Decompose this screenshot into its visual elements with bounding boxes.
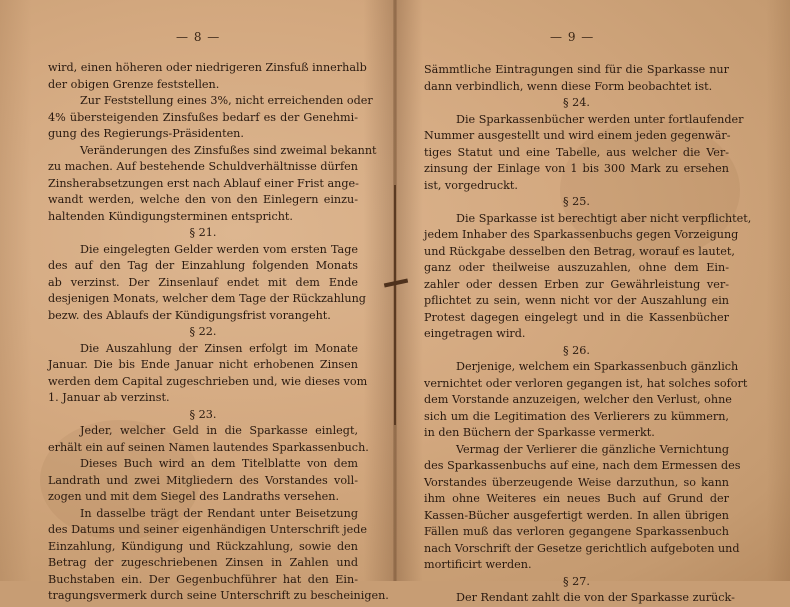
text-line: Einzahlung, Kündigung und Rückzahlung, sowie den: [48, 539, 358, 553]
text-line: zinsung der Einlage von 1 bis 300 Mark zu ersehen: [424, 162, 729, 175]
text-line: dann verbindlich, wenn diese Form beobachtet ist.: [424, 79, 713, 93]
binding-thread: [394, 185, 396, 425]
text-line: gung des Regierungs-Präsidenten.: [48, 127, 244, 140]
right-page-text: [424, 62, 752, 607]
text-line: der obigen Grenze feststellen.: [48, 77, 220, 91]
text-line: eingetragen wird.: [424, 327, 526, 340]
text-line: Veränderungen des Zinsfußes sind zweimal bekannt: [80, 143, 377, 157]
text-line: des auf den Tag der Einzahlung folgenden Monats: [48, 259, 358, 272]
text-line: Buchstaben ein. Der Gegenbuchführer hat den Ein-: [48, 572, 358, 586]
text-line: Die Sparkasse ist berechtigt aber nicht verpflichtet,: [456, 211, 752, 225]
section-heading: § 27.: [563, 574, 590, 588]
text-line: in den Büchern der Sparkasse vermerkt.: [424, 426, 655, 439]
text-line: Betrag der zugeschriebenen Zinsen in Zahlen und: [48, 556, 358, 569]
text-line: 4% übersteigenden Zinsfußes bedarf es der Genehmi-: [48, 110, 358, 124]
text-line: und Rückgabe desselben den Betrag, worauf es lautet,: [424, 244, 735, 258]
text-line: Der Rendant zahlt die von der Sparkasse zurück-: [456, 591, 735, 604]
text-line: Landrath und zwei Mitgliedern des Vorstandes voll-: [48, 473, 358, 487]
text-line: bezw. des Ablaufs der Kündigungsfrist vorangeht.: [48, 308, 331, 322]
text-line: Die Auszahlung der Zinsen erfolgt im Monate: [80, 341, 358, 355]
text-line: vernichtet oder verloren gegangen ist, hat solches sofort: [424, 376, 748, 390]
text-line: Sämmtliche Eintragungen sind für die Sparkasse nur: [424, 63, 729, 76]
text-line: Januar. Die bis Ende Januar nicht erhobenen Zinsen: [48, 358, 358, 371]
text-line: Jeder, welcher Geld in die Sparkasse einlegt,: [80, 424, 358, 437]
text-line: Protest dagegen eingelegt und in die Kassenbücher: [424, 310, 729, 324]
text-line: tiges Statut und eine Tabelle, aus welcher die Ver-: [424, 145, 729, 159]
text-line: Derjenige, welchem ein Sparkassenbuch gänzlich: [456, 360, 739, 373]
text-line: Vermag der Verlierer die gänzliche Vernichtung: [456, 442, 729, 456]
text-line: ganz oder theilweise auszuzahlen, ohne dem Ein-: [424, 261, 729, 274]
text-line: Dieses Buch wird an dem Titelblatte von dem: [80, 457, 358, 470]
text-line: des Sparkassenbuchs auf eine, nach dem Ermessen des: [424, 459, 741, 472]
text-line: mortificirt werden.: [424, 558, 532, 571]
text-line: Fällen muß das verloren gegangene Sparkassenbuch: [424, 525, 729, 538]
left-page-text: [48, 60, 389, 605]
text-line: Kassen-Bücher ausgefertigt werden. In allen übrigen: [424, 508, 729, 522]
text-line: Zinsherabsetzungen erst nach Ablauf einer Frist ange-: [48, 176, 359, 190]
text-line: Vorstandes überzeugende Weise darzuthun, so kann: [424, 475, 729, 489]
text-line: In dasselbe trägt der Rendant unter Beisetzung: [80, 506, 358, 520]
text-line: desjenigen Monats, welcher dem Tage der Rückzahlung: [48, 292, 366, 305]
text-line: werden dem Capital zugeschrieben und, wie dieses vom: [48, 374, 368, 388]
text-line: zogen und mit dem Siegel des Landraths versehen.: [48, 490, 340, 503]
text-line: ab verzinst. Der Zinsenlauf endet mit dem Ende: [48, 275, 358, 289]
text-line: erhält ein auf seinen Namen lautendes Sparkassenbuch.: [48, 440, 369, 454]
left-page: [0, 0, 395, 602]
text-line: 1. Januar ab verzinst.: [48, 391, 170, 404]
text-line: zu machen. Auf bestehende Schuldverhältnisse dürfen: [48, 160, 358, 173]
text-line: dem Vorstande anzuzeigen, welcher den Verlust, ohne: [424, 393, 732, 406]
text-line: jedem Inhaber des Sparkassenbuchs gegen Vorzeigung: [424, 228, 739, 241]
text-line: Die Sparkassenbücher werden unter fortlaufender: [456, 112, 744, 126]
text-line: ist, vorgedruckt.: [424, 178, 518, 192]
text-line: Nummer ausgestellt und wird einem jeden gegenwär-: [424, 129, 731, 142]
section-heading: § 22.: [189, 325, 217, 338]
text-line: Die eingelegten Gelder werden vom ersten Tage: [80, 242, 358, 256]
text-line: tragungsvermerk durch seine Unterschrift zu bescheinigen.: [48, 589, 389, 602]
text-line: wird, einen höheren oder niedrigeren Zinsfuß innerhalb: [48, 61, 367, 74]
section-heading: § 21.: [189, 226, 217, 239]
text-line: Zur Feststellung eines 3%, nicht erreichenden oder: [80, 94, 373, 107]
text-line: zahler oder dessen Erben zur Gewährleistung ver-: [424, 277, 729, 291]
page-number: — 8 —: [176, 30, 221, 44]
page-number: — 9 —: [550, 30, 595, 44]
text-line: pflichtet zu sein, wenn nicht vor der Auszahlung ein: [424, 294, 729, 307]
text-line: nach Vorschrift der Gesetze gerichtlich aufgeboten und: [424, 541, 740, 555]
text-line: des Datums und seiner eigenhändigen Unterschrift jede: [48, 523, 367, 536]
text-line: haltenden Kündigungsterminen entspricht.: [48, 209, 293, 223]
text-line: ihm ohne Weiteres ein neues Buch auf Grund der: [424, 492, 729, 505]
section-heading: § 24.: [563, 96, 590, 109]
text-line: sich um die Legitimation des Verlierers zu kümmern,: [424, 409, 729, 423]
right-page: [395, 0, 790, 604]
section-heading: § 26.: [563, 343, 590, 357]
text-line: wandt werden, welche den von den Einlegern einzu-: [48, 193, 358, 206]
binding-stitch: [390, 185, 400, 425]
section-heading: § 23.: [189, 407, 217, 421]
section-heading: § 25.: [563, 195, 590, 208]
